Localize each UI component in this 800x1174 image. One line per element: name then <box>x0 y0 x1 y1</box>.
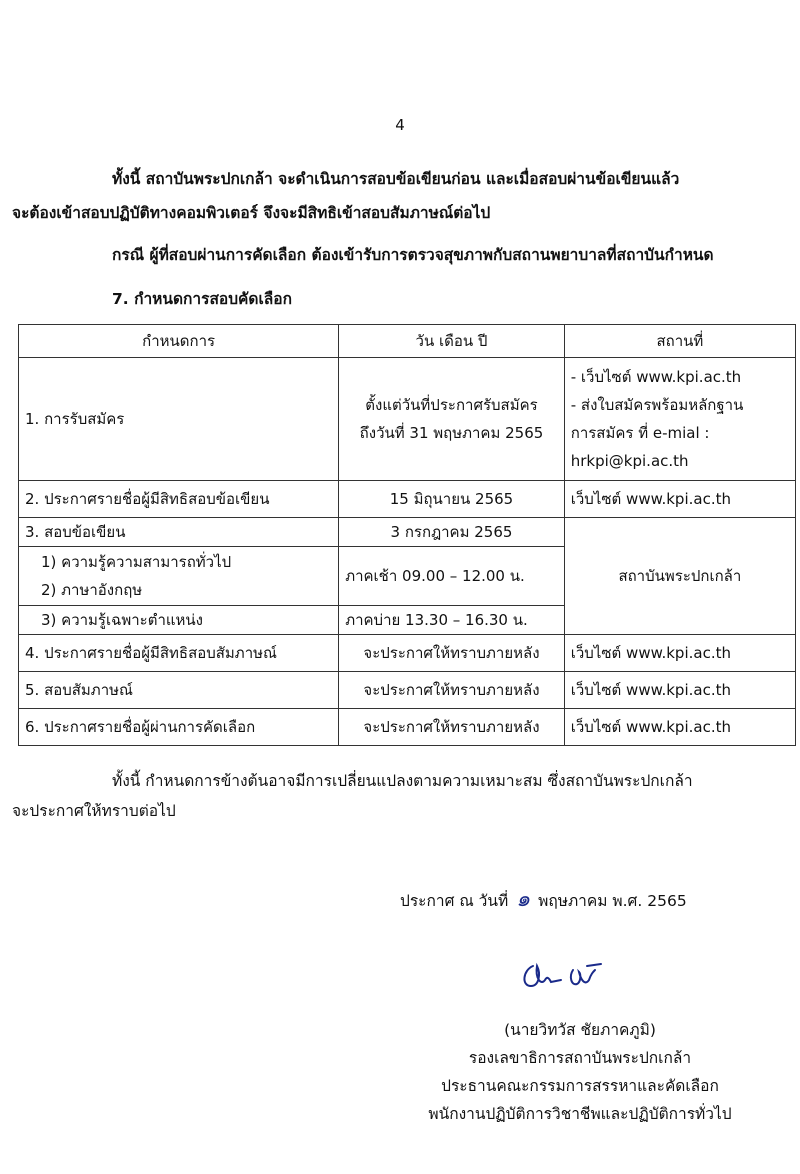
signer-title-3: พนักงานปฏิบัติการวิชาชีพและปฏิบัติการทั่วไป <box>428 1105 732 1123</box>
issued-month-year: พฤษภาคม พ.ศ. 2565 <box>538 892 687 910</box>
issued-day: ๑ <box>516 887 531 912</box>
signer-title-1: รองเลขาธิการสถาบันพระปกเกล้า <box>468 1049 692 1067</box>
table-row <box>19 635 796 672</box>
row2-place: เว็บไซต์ www.kpi.ac.th <box>564 481 795 518</box>
row2-item: 2. ประกาศรายชื่อผู้มีสิทธิสอบข้อเขียน <box>19 481 339 518</box>
header-schedule: กำหนดการ <box>19 325 339 358</box>
row3-date: 3 กรกฎาคม 2565 <box>339 518 565 547</box>
section-heading: 7. กำหนดการสอบคัดเลือก <box>112 290 292 308</box>
header-date: วัน เดือน ปี <box>339 325 565 358</box>
row2-date: 15 มิถุนายน 2565 <box>339 481 565 518</box>
signature-image <box>515 956 615 996</box>
issued-prefix: ประกาศ ณ วันที่ <box>400 892 509 910</box>
row6-place: เว็บไซต์ www.kpi.ac.th <box>564 709 795 746</box>
schedule-table <box>18 324 796 746</box>
row3-place: สถาบันพระปกเกล้า <box>564 518 795 635</box>
paragraph-1-line-1: ทั้งนี้ สถาบันพระปกเกล้า จะดำเนินการสอบข้อเขียนก่อน และเมื่อสอบผ่านข้อเขียนแล้ว <box>112 170 680 188</box>
row5-place: เว็บไซต์ www.kpi.ac.th <box>564 672 795 709</box>
issued-date <box>400 888 687 913</box>
row1-date-line2: ถึงวันที่ 31 พฤษภาคม 2565 <box>359 424 544 442</box>
table-row <box>19 672 796 709</box>
table-row <box>19 358 796 481</box>
row1-place-line3: การสมัคร ที่ e-mial : <box>570 424 710 442</box>
row1-place <box>564 358 795 481</box>
table-header-row <box>19 325 796 358</box>
row5-item: 5. สอบสัมภาษณ์ <box>19 672 339 709</box>
paragraph-3-line-1: ทั้งนี้ กำหนดการข้างต้นอาจมีการเปลี่ยนแปลงตามความเหมาะสม ซึ่งสถาบันพระปกเกล้า <box>112 772 693 790</box>
row6-date: จะประกาศให้ทราบภายหลัง <box>339 709 565 746</box>
row3-item: 3. สอบข้อเขียน <box>19 518 339 547</box>
row1-place-line2: - ส่งใบสมัครพร้อมหลักฐาน <box>570 396 744 414</box>
paragraph-3-line-2: จะประกาศให้ทราบต่อไป <box>12 802 176 820</box>
row3-morning: ภาคเช้า 09.00 – 12.00 น. <box>339 547 565 606</box>
page-number: 4 <box>395 116 405 134</box>
table-row <box>19 709 796 746</box>
row4-item: 4. ประกาศรายชื่อผู้มีสิทธิสอบสัมภาษณ์ <box>19 635 339 672</box>
row3-afternoon: ภาคบ่าย 13.30 – 16.30 น. <box>339 606 565 635</box>
signer-name: (นายวิทวัส ชัยภาคภูมิ) <box>504 1021 656 1039</box>
table-row <box>19 481 796 518</box>
row1-place-line4: hrkpi@kpi.ac.th <box>570 452 689 470</box>
row3-sub-items <box>19 547 339 606</box>
header-place: สถานที่ <box>564 325 795 358</box>
row3-sub2: 2) ภาษาอังกฤษ <box>41 581 143 599</box>
row1-item: 1. การรับสมัคร <box>19 358 339 481</box>
row1-place-line1: - เว็บไซต์ www.kpi.ac.th <box>570 368 742 386</box>
row6-item: 6. ประกาศรายชื่อผู้ผ่านการคัดเลือก <box>19 709 339 746</box>
paragraph-2: กรณี ผู้ที่สอบผ่านการคัดเลือก ต้องเข้ารับการตรวจสุขภาพกับสถานพยาบาลที่สถาบันกำหนด <box>112 246 714 264</box>
signer-title-2: ประธานคณะกรรมการสรรหาและคัดเลือก <box>441 1077 719 1095</box>
paragraph-1-line-2: จะต้องเข้าสอบปฏิบัติทางคอมพิวเตอร์ จึงจะมีสิทธิเข้าสอบสัมภาษณ์ต่อไป <box>12 204 491 222</box>
row3-sub3: 3) ความรู้เฉพาะตำแหน่ง <box>19 606 339 635</box>
row5-date: จะประกาศให้ทราบภายหลัง <box>339 672 565 709</box>
row3-sub1: 1) ความรู้ความสามารถทั่วไป <box>41 553 232 571</box>
row4-date: จะประกาศให้ทราบภายหลัง <box>339 635 565 672</box>
row4-place: เว็บไซต์ www.kpi.ac.th <box>564 635 795 672</box>
signer-block <box>380 1016 780 1128</box>
row1-date-line1: ตั้งแต่วันที่ประกาศรับสมัคร <box>365 396 538 414</box>
table-row <box>19 518 796 547</box>
row1-date <box>339 358 565 481</box>
